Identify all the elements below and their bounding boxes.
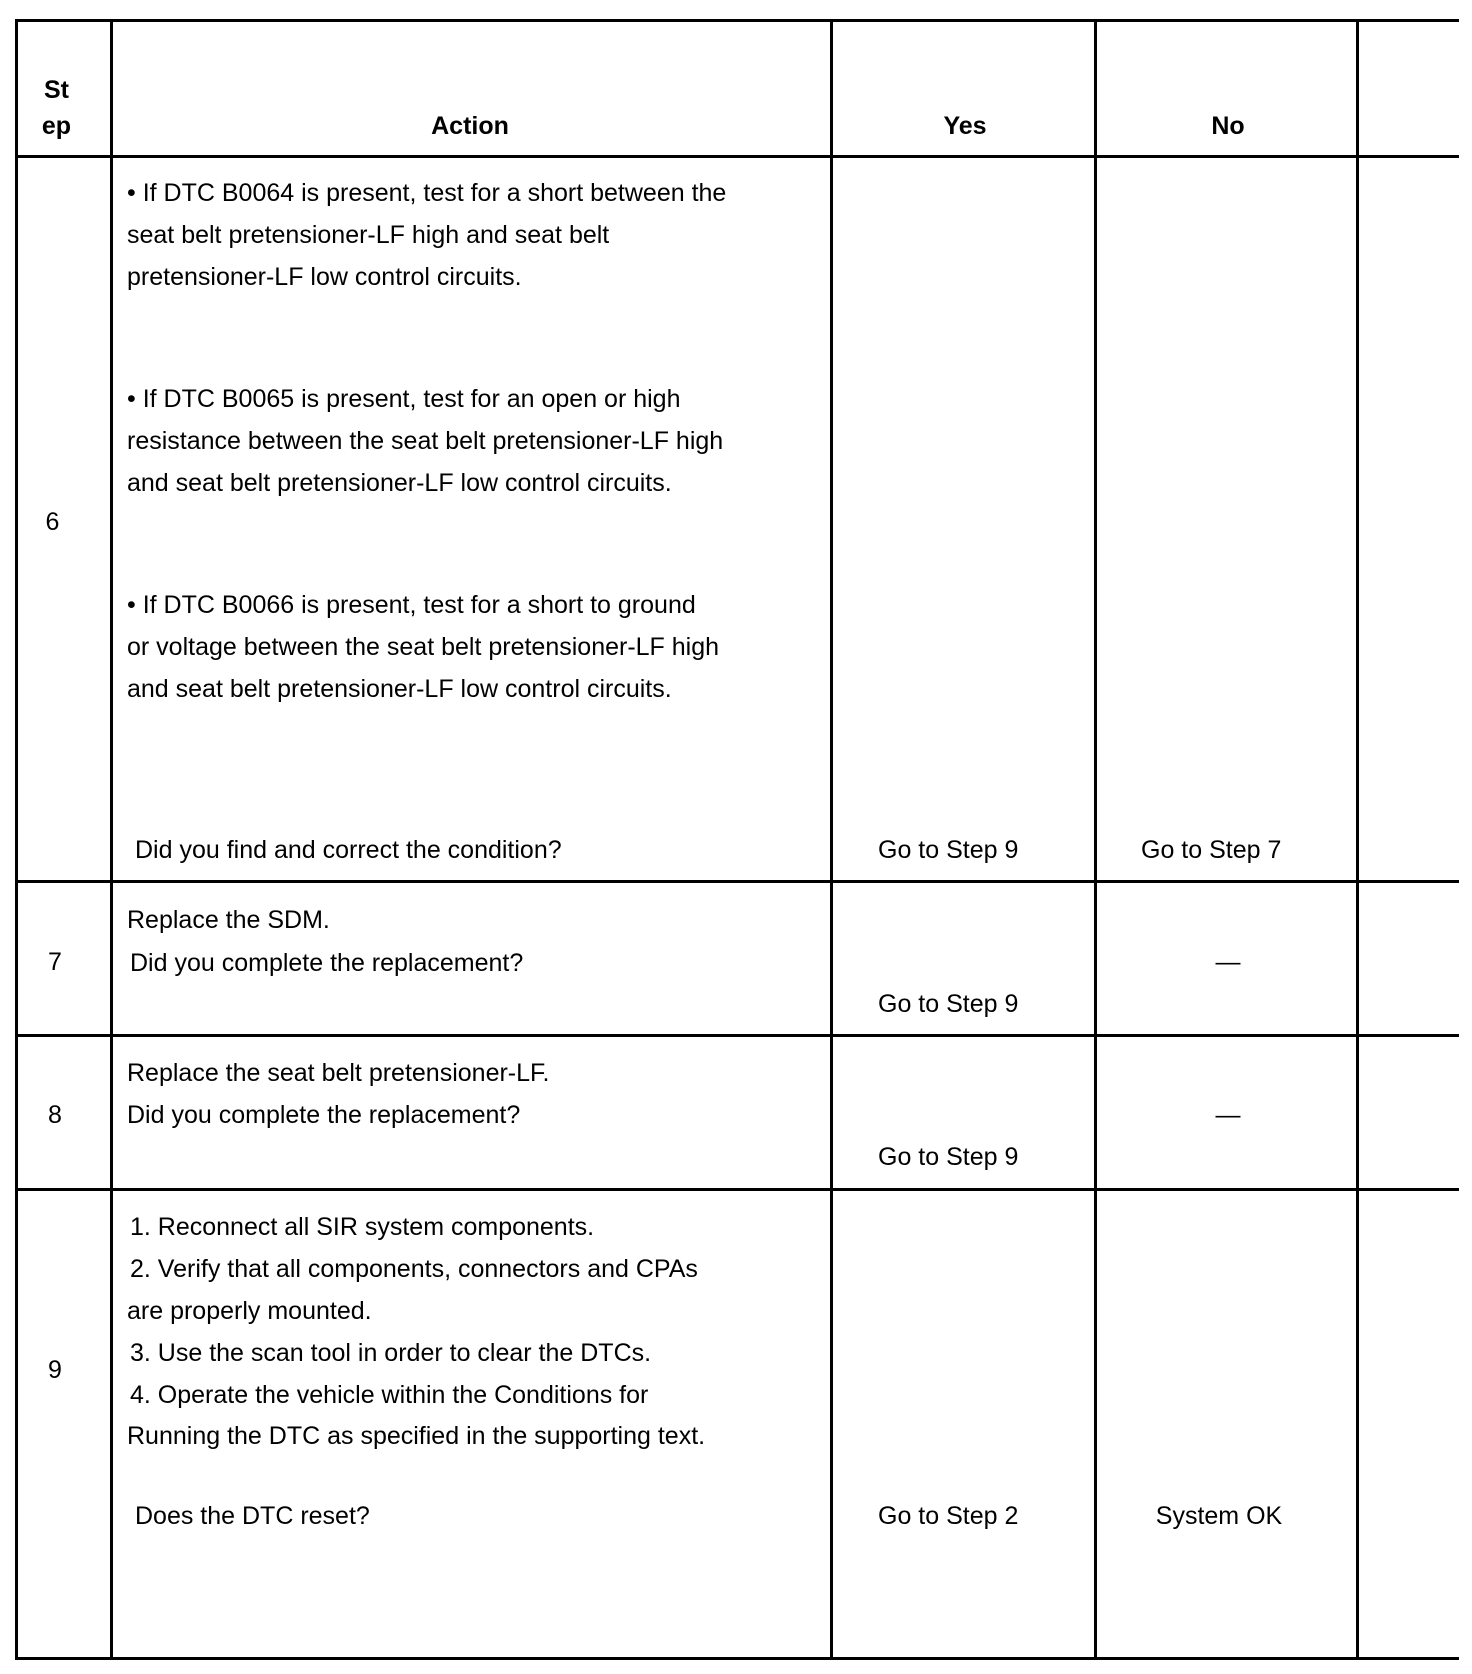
yes-result: Go to Step 9 xyxy=(878,1143,1019,1171)
header-divider xyxy=(15,155,1459,158)
action-text: Replace the SDM. xyxy=(127,906,330,934)
action-text: 2. Verify that all components, connectors and CPAs xyxy=(130,1255,698,1283)
column-divider xyxy=(830,19,833,1660)
no-result: Go to Step 7 xyxy=(1141,836,1282,864)
column-divider xyxy=(1094,19,1097,1660)
yes-result: Go to Step 9 xyxy=(878,990,1019,1018)
action-text: Running the DTC as specified in the supporting text. xyxy=(127,1422,706,1450)
action-question: Did you complete the replacement? xyxy=(130,949,524,977)
header-yes: Yes xyxy=(943,112,987,140)
action-text: resistance between the seat belt pretensioner-LF high xyxy=(127,427,724,455)
step-number: 6 xyxy=(45,508,60,536)
no-result: — xyxy=(1215,1101,1241,1129)
action-question: Does the DTC reset? xyxy=(135,1502,370,1530)
action-text: • If DTC B0064 is present, test for a short between the xyxy=(127,179,727,207)
header-step-line1: St xyxy=(44,76,69,104)
header-action: Action xyxy=(431,112,509,140)
action-text: and seat belt pretensioner-LF low control circuits. xyxy=(127,469,672,497)
action-text: • If DTC B0065 is present, test for an open or high xyxy=(127,385,681,413)
no-result: — xyxy=(1215,948,1241,976)
action-text: 4. Operate the vehicle within the Conditions for xyxy=(130,1381,649,1409)
table-border-right xyxy=(1356,19,1359,1660)
action-text: pretensioner-LF low control circuits. xyxy=(127,263,522,291)
no-result: System OK xyxy=(1155,1502,1283,1530)
action-text: seat belt pretensioner-LF high and seat belt xyxy=(127,221,610,249)
action-text: • If DTC B0066 is present, test for a short to ground xyxy=(127,591,696,619)
table-border-left xyxy=(15,19,18,1660)
step-number: 9 xyxy=(48,1356,62,1384)
action-text: 1. Reconnect all SIR system components. xyxy=(130,1213,595,1241)
action-text: 3. Use the scan tool in order to clear the DTCs. xyxy=(130,1339,652,1367)
header-no: No xyxy=(1211,112,1245,140)
row-divider xyxy=(15,1188,1459,1191)
row-divider xyxy=(15,1034,1459,1037)
table-border-bottom xyxy=(15,1657,1459,1660)
header-step-line2: ep xyxy=(41,112,72,140)
action-text: and seat belt pretensioner-LF low control circuits. xyxy=(127,675,672,703)
action-question: Did you complete the replacement? xyxy=(127,1101,521,1129)
action-question: Did you find and correct the condition? xyxy=(135,836,562,864)
yes-result: Go to Step 2 xyxy=(878,1502,1019,1530)
column-divider xyxy=(110,19,113,1660)
table-border-top xyxy=(15,19,1459,22)
action-text: Replace the seat belt pretensioner-LF. xyxy=(127,1059,550,1087)
action-text: are properly mounted. xyxy=(127,1297,372,1325)
yes-result: Go to Step 9 xyxy=(878,836,1019,864)
step-number: 7 xyxy=(48,948,62,976)
action-text: or voltage between the seat belt pretensioner-LF high xyxy=(127,633,720,661)
step-number: 8 xyxy=(48,1101,62,1129)
row-divider xyxy=(15,880,1459,883)
